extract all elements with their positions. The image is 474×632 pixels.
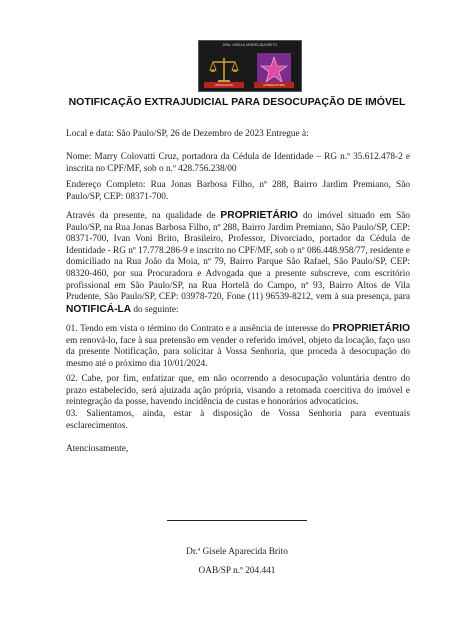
- item-01-paragraph: [66, 323, 410, 370]
- item-03-paragraph: 03. Salientamos, ainda, estar à disposição de Vossa Senhoria para eventuais esclarecimentos.: [66, 409, 410, 431]
- address-paragraph: Endereço Completo: Rua Jonas Barbosa Filho, nº 288, Bairro Jardim Premiano, São Paulo/SP, CEP: 08371-700.: [66, 180, 410, 202]
- notify-emphasis: NOTIFICÁ-LA: [66, 303, 132, 315]
- right-logo-label: CONSULTORIA: [254, 82, 294, 88]
- banner-top-text: DRA. GISELE APARECIDA BRITO: [222, 43, 278, 47]
- body-text-part: do imóvel situado em São Paulo/SP, na Rua Jonas Barbosa Filho, nº 288, Bairro Jardim Premiano, São Paulo/SP, CEP: 08371-700, Ivan Voni Brito, Brasileiro, Professor, Divorciado, portador da Cédula de Identidade - RG nº 17.778.286-9 e inscrito no CPF/MF, sob o nº 086.448.958/77, residente e domiciliado na Rua João da Moia, nº 79, Bairro Parque São Rafael, São Paulo/SP, CEP: 08320-460, por sua Procuradora e Advogada que a presente subscreve, com escritório profissional em São Paulo/SP, na Rua Hortelã do Campo, nº 93, Bairro Altos de Vila Prudente, São Paulo/SP, CEP: 03978-720, Fone (11) 96539-8212, vem à sua presença, para: [66, 211, 411, 303]
- owner-emphasis: PROPRIETÁRIO: [332, 323, 410, 334]
- notification-body-paragraph: [66, 210, 410, 316]
- closing-paragraph: Atenciosamente,: [66, 444, 129, 454]
- signature-oab: OAB/SP n.º 204.441: [198, 566, 276, 576]
- item-02-paragraph: 02. Cabe, por fim, enfatizar que, em não ocorrendo a desocupação voluntária dentro do prazo estabelecido, será ajuizada ação própria, visando a retomada coercitiva do imóvel e reintegração da posse, havendo incidência de custas e honorários advocatícios.: [66, 374, 410, 408]
- local-and-date-paragraph: Local e data: São Paulo/SP, 26 de Dezembro de 2023 Entregue à:: [66, 129, 309, 139]
- owner-emphasis: PROPRIETÁRIO: [220, 210, 298, 221]
- recipient-name-paragraph: Nome: Marry Colovatti Cruz, portadora da Cédula de Identidade – RG n.º 35.612.478-2 e inscrita no CPF/MF, sob o n.º 428.756.238/00: [66, 152, 410, 174]
- signature-name: Dr.ª Gisele Aparecida Brito: [186, 547, 288, 557]
- document-title: NOTIFICAÇÃO EXTRAJUDICIAL PARA DESOCUPAÇÃO DE IMÓVEL: [68, 96, 406, 108]
- body-text-part: Através da presente, na qualidade de: [66, 211, 216, 221]
- signature-line: [167, 520, 307, 521]
- item-text-part: em renová-lo, face à sua pretensão em vender o referido imóvel, objeto da locação, faço uso da presente Notificação, para solicitar à Vossa Senhoria, que proceda à desocupação do mesmo até o próximo dia 10/01/2024.: [66, 335, 410, 369]
- left-logo-label: ADVOCACIA: [204, 82, 244, 88]
- letterhead-banner: [198, 40, 302, 92]
- item-text-part: 01. Tendo em vista o término do Contrato e a ausência de interesse do: [66, 324, 330, 334]
- body-text-part: do seguinte:: [133, 304, 179, 315]
